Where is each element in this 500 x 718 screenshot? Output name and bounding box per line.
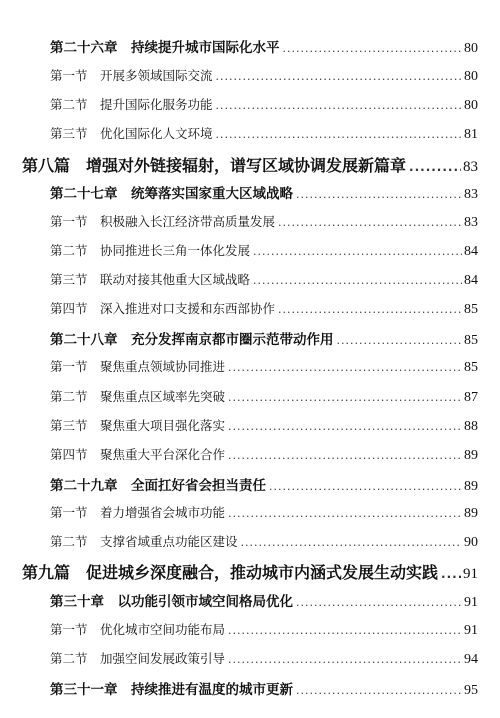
toc-section[interactable]: [50, 299, 478, 318]
toc-page-number: 87: [464, 390, 478, 405]
toc-page-number: 95: [464, 683, 478, 698]
toc-chapter-30[interactable]: [50, 590, 478, 611]
toc-page-number: 83: [464, 215, 478, 230]
toc-entry-title: 第二节 加强空间发展政策引导: [50, 651, 226, 666]
toc-page-number: 83: [464, 187, 478, 202]
dot-leader: [441, 567, 461, 581]
dot-leader: [409, 160, 461, 174]
toc-page-number: 80: [464, 69, 478, 84]
toc-entry-title: 第二节 支撑省域重点功能区建设: [50, 534, 238, 549]
toc-page-number: 84: [464, 244, 478, 259]
toc-entry-title: 第二节 协同推进长三角一体化发展: [50, 243, 251, 258]
toc-entry-title: 第三节 联动对接其他重大区域战略: [50, 272, 251, 287]
dot-leader: [228, 391, 462, 404]
toc-entry-title: 第三十章 以功能引领市域空间格局优化: [50, 594, 293, 610]
dot-leader: [337, 334, 463, 347]
toc-section[interactable]: [50, 357, 478, 376]
toc-page-number: 89: [464, 506, 478, 521]
dot-leader: [296, 684, 462, 697]
toc-entry-title: 第二十六章 持续提升城市国际化水平: [50, 40, 280, 56]
dot-leader: [283, 42, 463, 55]
toc-section[interactable]: [50, 270, 478, 289]
toc-entry-title: 第三节 优化国际化人文环境: [50, 126, 213, 141]
toc-entry-title: 第一节 着力增强省会城市功能: [50, 505, 226, 520]
toc-section[interactable]: [50, 416, 478, 435]
toc-section[interactable]: [50, 124, 478, 143]
toc-part-9[interactable]: [22, 560, 478, 583]
dot-leader: [228, 507, 462, 520]
toc-section[interactable]: [50, 532, 478, 551]
dot-leader: [228, 653, 462, 666]
toc-entry-title: 第八篇 增强对外链接辐射，谱写区域协调发展新篇章: [22, 156, 407, 175]
toc-entry-title: 第二十七章 统筹落实国家重大区域战略: [50, 186, 293, 202]
dot-leader: [216, 99, 462, 112]
toc-section[interactable]: [50, 503, 478, 522]
dot-leader: [228, 361, 462, 374]
toc-chapter-31[interactable]: [50, 678, 478, 699]
toc-entry-title: 第九篇 促进城乡深度融合，推动城市内涵式发展生动实践: [22, 563, 439, 582]
dot-leader: [269, 480, 462, 493]
toc-page-number: 80: [464, 41, 478, 56]
toc-chapter-26[interactable]: [50, 36, 478, 57]
toc-entry-title: 第一节 开展多领域国际交流: [50, 68, 213, 83]
toc-page-number: 83: [463, 159, 478, 175]
dot-leader: [216, 70, 462, 83]
toc-page-number: 91: [464, 595, 478, 610]
dot-leader: [296, 188, 462, 201]
dot-leader: [228, 624, 462, 637]
toc-entry-title: 第一节 积极融入长江经济带高质量发展: [50, 214, 276, 229]
toc-page-number: 85: [464, 360, 478, 375]
dot-leader: [278, 303, 462, 316]
toc-section[interactable]: [50, 445, 478, 464]
toc-entry-title: 第二节 聚焦重点区域率先突破: [50, 389, 226, 404]
toc-entry-title: 第三节 聚焦重大项目强化落实: [50, 418, 226, 433]
toc-section[interactable]: [50, 620, 478, 639]
dot-leader: [278, 216, 462, 229]
toc-page-number: 91: [464, 623, 478, 638]
toc-chapter-27[interactable]: [50, 182, 478, 203]
toc-page-number: 88: [464, 419, 478, 434]
toc-page-number: 94: [464, 652, 478, 667]
dot-leader: [216, 128, 462, 141]
dot-leader: [228, 420, 462, 433]
dot-leader: [253, 245, 462, 258]
toc-chapter-28[interactable]: [50, 328, 478, 349]
toc-section[interactable]: [50, 241, 478, 260]
toc-page-number: 89: [464, 479, 478, 494]
toc-page-number: 85: [464, 333, 478, 348]
toc-part-8[interactable]: [22, 153, 478, 176]
toc-entry-title: 第二十九章 全面扛好省会担当责任: [50, 478, 266, 494]
toc-page-number: 90: [464, 535, 478, 550]
toc-entry-title: 第二节 提升国际化服务功能: [50, 97, 213, 112]
toc-entry-title: 第一节 聚焦重点领域协同推进: [50, 359, 226, 374]
toc-section[interactable]: [50, 387, 478, 406]
toc-entry-title: 第一节 优化城市空间功能布局: [50, 622, 226, 637]
dot-leader: [241, 536, 462, 549]
toc-entry-title: 第二十八章 充分发挥南京都市圈示范带动作用: [50, 332, 334, 348]
toc-section[interactable]: [50, 95, 478, 114]
toc-section[interactable]: [50, 649, 478, 668]
toc-page-number: 84: [464, 273, 478, 288]
toc-page-number: 89: [464, 448, 478, 463]
dot-leader: [228, 449, 462, 462]
toc-section[interactable]: [50, 212, 478, 231]
dot-leader: [296, 596, 462, 609]
dot-leader: [253, 274, 462, 287]
toc-page-number: 91: [463, 566, 478, 582]
toc-entry-title: 第三十一章 持续推进有温度的城市更新: [50, 682, 293, 698]
toc-entry-title: 第四节 聚焦重大平台深化合作: [50, 447, 226, 462]
toc-section[interactable]: [50, 66, 478, 85]
toc-page-number: 81: [464, 127, 478, 142]
toc-chapter-29[interactable]: [50, 474, 478, 495]
toc-page-number: 80: [464, 98, 478, 113]
toc-page-number: 85: [464, 302, 478, 317]
toc-entry-title: 第四节 深入推进对口支援和东西部协作: [50, 301, 276, 316]
